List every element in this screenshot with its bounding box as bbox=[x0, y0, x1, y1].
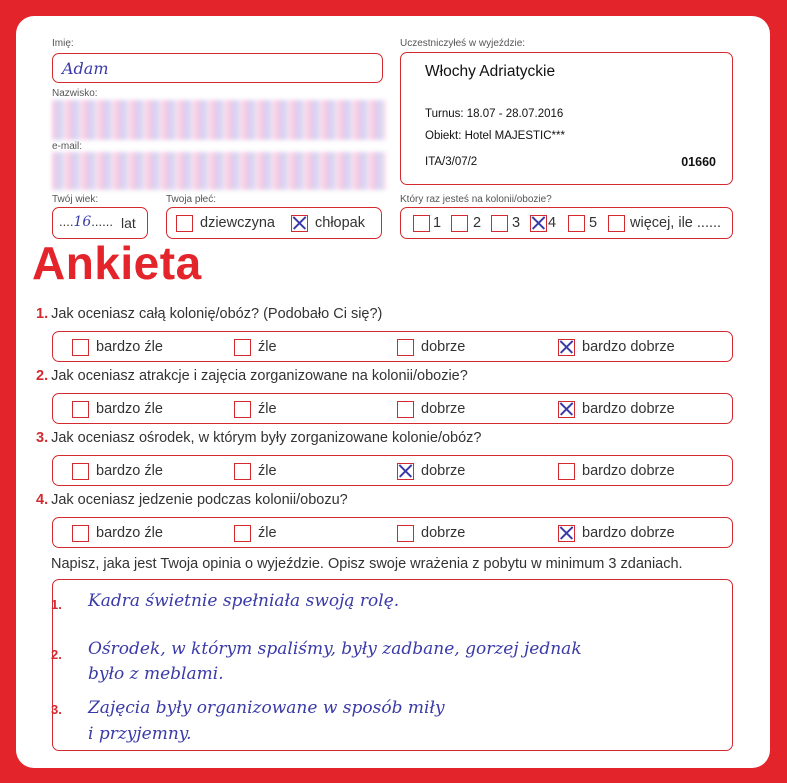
gender-male-checkbox[interactable] bbox=[291, 215, 308, 232]
q2-option-1-label: bardzo źle bbox=[96, 401, 163, 417]
q3-option-2-label: źle bbox=[258, 463, 277, 479]
opinion-num-1: 1. bbox=[51, 597, 62, 612]
times-2-checkbox[interactable] bbox=[451, 215, 468, 232]
survey-title: Ankieta bbox=[32, 237, 202, 289]
opinion-prompt: Napisz, jaka jest Twoja opinia o wyjeździe. Opisz swoje wrażenia z pobytu w minimum 3 zdaniach. bbox=[51, 556, 683, 572]
times-more-label: więcej, ile ...... bbox=[630, 215, 722, 231]
name-field[interactable] bbox=[52, 53, 383, 83]
trip-turnus: Turnus: 18.07 - 28.07.2016 bbox=[425, 108, 564, 120]
q2-option-4-label: bardzo dobrze bbox=[582, 401, 675, 417]
trip-number: 01660 bbox=[681, 155, 716, 169]
question-number: 1. bbox=[36, 306, 49, 322]
question-2 bbox=[36, 368, 468, 384]
q2-option-2-label: źle bbox=[258, 401, 277, 417]
trip-obiekt: Obiekt: Hotel MAJESTIC*** bbox=[425, 130, 565, 142]
q3-option-3-checkbox[interactable] bbox=[397, 463, 414, 480]
trip-box bbox=[400, 52, 733, 185]
times-label: Który raz jesteś na kolonii/obozie? bbox=[400, 194, 552, 205]
age-value: 16 bbox=[73, 214, 92, 230]
opinion-line-2a: Ośrodek, w którym spaliśmy, były zadbane, gorzej jednak bbox=[88, 639, 582, 659]
gender-label: Twoja płeć: bbox=[166, 194, 217, 205]
times-3-label: 3 bbox=[512, 215, 521, 231]
question-text: Jak oceniasz atrakcje i zajęcia zorganizowane na kolonii/obozie? bbox=[51, 368, 468, 384]
q2-option-3-label: dobrze bbox=[421, 401, 466, 417]
q2-option-3-checkbox[interactable] bbox=[397, 401, 414, 418]
question-3 bbox=[36, 430, 481, 446]
opinion-line-2b: było z meblami. bbox=[88, 664, 224, 684]
q4-option-3-checkbox[interactable] bbox=[397, 525, 414, 542]
gender-male-label: chłopak bbox=[315, 215, 365, 231]
q1-option-4-label: bardzo dobrze bbox=[582, 339, 675, 355]
age-field[interactable] bbox=[52, 207, 148, 239]
question-text: Jak oceniasz jedzenie podczas kolonii/obozu? bbox=[51, 492, 348, 508]
question-number: 4. bbox=[36, 492, 49, 508]
times-field bbox=[400, 207, 733, 239]
gender-field bbox=[166, 207, 382, 239]
opinion-line-3a: Zajęcia były organizowane w sposób miły bbox=[88, 698, 445, 718]
times-3-checkbox[interactable] bbox=[491, 215, 508, 232]
opinion-line-1: Kadra świetnie spełniała swoją rolę. bbox=[88, 591, 400, 611]
q3-option-4-checkbox[interactable] bbox=[558, 463, 575, 480]
times-4-checkbox[interactable] bbox=[530, 215, 547, 232]
trip-label: Uczestniczyłeś w wyjeździe: bbox=[400, 38, 526, 49]
age-label: Twój wiek: bbox=[52, 194, 99, 205]
times-5-label: 5 bbox=[589, 215, 598, 231]
q2-option-4-checkbox[interactable] bbox=[558, 401, 575, 418]
opinion-line-3b: i przyjemny. bbox=[88, 724, 192, 744]
name-label: Imię: bbox=[52, 38, 74, 49]
age-dots-2: ...... bbox=[91, 214, 113, 229]
surname-label: Nazwisko: bbox=[52, 88, 98, 99]
gender-female-checkbox[interactable] bbox=[176, 215, 193, 232]
q1-option-1-checkbox[interactable] bbox=[72, 339, 89, 356]
times-1-checkbox[interactable] bbox=[413, 215, 430, 232]
q1-option-4-checkbox[interactable] bbox=[558, 339, 575, 356]
q1-option-2-checkbox[interactable] bbox=[234, 339, 251, 356]
q2-option-1-checkbox[interactable] bbox=[72, 401, 89, 418]
q3-option-2-checkbox[interactable] bbox=[234, 463, 251, 480]
times-4-label: 4 bbox=[548, 215, 557, 231]
q3-option-1-label: bardzo źle bbox=[96, 463, 163, 479]
opinion-num-3: 3. bbox=[51, 702, 62, 717]
times-2-label: 2 bbox=[473, 215, 482, 231]
trip-destination: Włochy Adriatyckie bbox=[425, 63, 556, 80]
q4-option-3-label: dobrze bbox=[421, 525, 466, 541]
q4-option-4-label: bardzo dobrze bbox=[582, 525, 675, 541]
email-redacted bbox=[52, 152, 386, 190]
gender-female-label: dziewczyna bbox=[200, 215, 275, 231]
q1-option-1-label: bardzo źle bbox=[96, 339, 163, 355]
q1-option-3-label: dobrze bbox=[421, 339, 466, 355]
surname-redacted bbox=[52, 100, 386, 140]
q4-option-4-checkbox[interactable] bbox=[558, 525, 575, 542]
question-4 bbox=[36, 492, 348, 508]
question-number: 3. bbox=[36, 430, 49, 446]
q3-option-4-label: bardzo dobrze bbox=[582, 463, 675, 479]
times-1-label: 1 bbox=[433, 215, 442, 231]
q1-option-2-label: źle bbox=[258, 339, 277, 355]
age-dots: .... bbox=[59, 214, 74, 229]
times-5-checkbox[interactable] bbox=[568, 215, 585, 232]
q3-option-1-checkbox[interactable] bbox=[72, 463, 89, 480]
q4-option-2-label: źle bbox=[258, 525, 277, 541]
email-label: e-mail: bbox=[52, 141, 83, 152]
q1-option-3-checkbox[interactable] bbox=[397, 339, 414, 356]
opinion-num-2: 2. bbox=[51, 647, 62, 662]
q4-option-1-label: bardzo źle bbox=[96, 525, 163, 541]
q4-option-2-checkbox[interactable] bbox=[234, 525, 251, 542]
age-unit: lat bbox=[121, 215, 136, 231]
q2-option-2-checkbox[interactable] bbox=[234, 401, 251, 418]
q3-option-3-label: dobrze bbox=[421, 463, 466, 479]
question-1 bbox=[36, 306, 382, 322]
name-value: Adam bbox=[62, 59, 109, 78]
q4-option-1-checkbox[interactable] bbox=[72, 525, 89, 542]
question-number: 2. bbox=[36, 368, 49, 384]
times-more-checkbox[interactable] bbox=[608, 215, 625, 232]
trip-code: ITA/3/07/2 bbox=[425, 156, 478, 168]
question-text: Jak oceniasz całą kolonię/obóz? (Podobało Ci się?) bbox=[51, 306, 383, 322]
question-text: Jak oceniasz ośrodek, w którym były zorganizowane kolonie/obóz? bbox=[51, 430, 482, 446]
